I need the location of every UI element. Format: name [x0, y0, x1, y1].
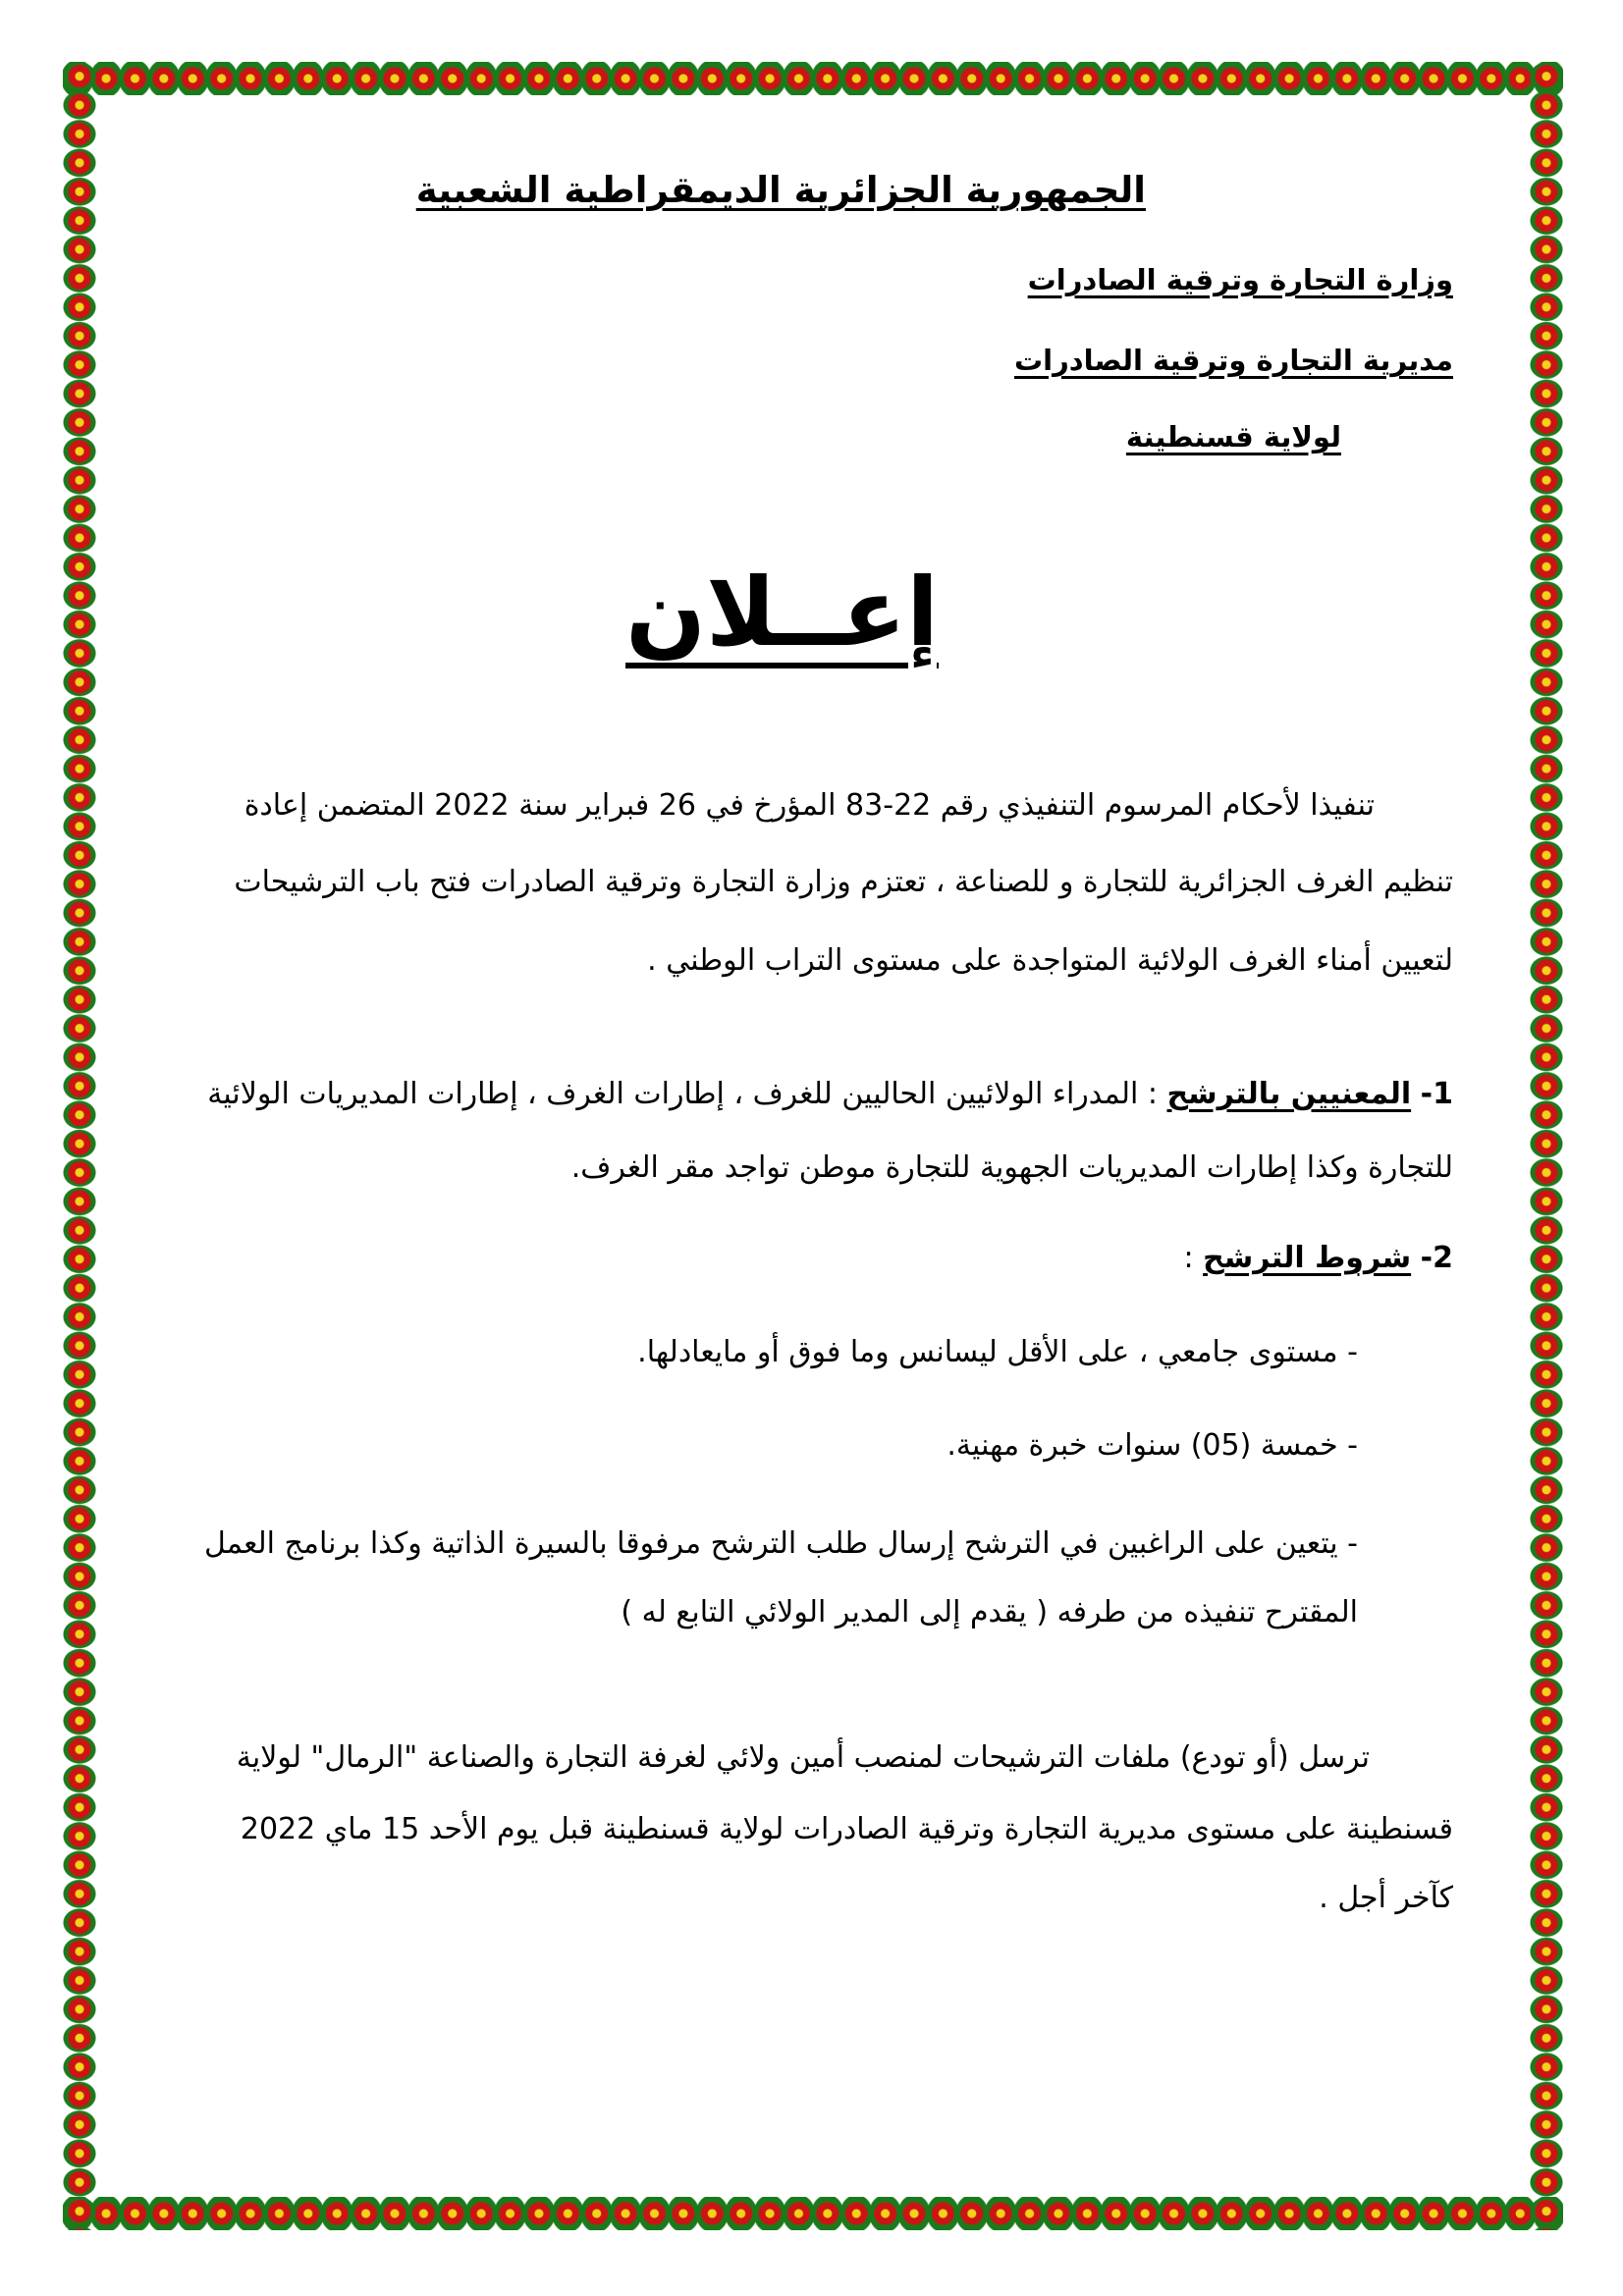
section1-number: 1- [1420, 1077, 1453, 1111]
condition-item: - يتعين على الراغبين في الترشح إرسال طلب الترشح مرفوقا بالسيرة الذاتية وكذا برنامج العمل [204, 1526, 1358, 1561]
closing-line: ترسل (أو تودع) ملفات الترشيحات لمنصب أمين ولائي لغرفة التجارة والصناعة "الرمال" لولاية [236, 1740, 1370, 1775]
flower-border-left [63, 62, 96, 2230]
section1-line2: للتجارة وكذا إطارات المديريات الجهوية للتجارة موطن تواجد مقر الغرف. [570, 1150, 1453, 1185]
ministry-heading: وزارة التجارة وترقية الصادرات [1027, 263, 1453, 296]
flower-border-right [1530, 62, 1563, 2230]
intro-line: تنظيم الغرف الجزائرية للتجارة و للصناعة ، تعتزم وزارة التجارة وترقية الصادرات فتح باب الترشيحات [234, 865, 1453, 899]
condition-item: - مستوى جامعي ، على الأقل ليسانس وما فوق أو مايعادلها. [637, 1335, 1358, 1369]
closing-line: قسنطينة على مستوى مديرية التجارة وترقية الصادرات لولاية قسنطينة قبل يوم الأحد 15 ماي 2022 [240, 1812, 1453, 1846]
section2-heading: شروط الترشح [1203, 1241, 1412, 1275]
section2-line [1183, 1241, 1453, 1275]
republic-heading: الجمهورية الجزائرية الديمقراطية الشعبية [415, 169, 1146, 211]
flower-border-bottom [63, 2197, 1563, 2230]
condition-item-continued: المقترح تنفيذه من طرفه ( يقدم إلى المدير الولائي التابع له ) [621, 1595, 1358, 1629]
directorate-heading: مديرية التجارة وترقية الصادرات [1014, 344, 1453, 377]
section1-heading: المعنيين بالترشح [1166, 1077, 1412, 1111]
intro-line: تنفيذا لأحكام المرسوم التنفيذي رقم 22-83 المؤرخ في 26 فبراير سنة 2022 المتضمن إعادة [243, 788, 1375, 823]
section1-line1 [207, 1077, 1453, 1111]
intro-line: لتعيين أمناء الغرف الولائية المتواجدة على مستوى التراب الوطني . [647, 943, 1453, 978]
section2-colon: : [1183, 1241, 1204, 1275]
wilaya-heading: لولاية قسنطينة [1125, 420, 1341, 454]
section1-text: : المدراء الولائيين الحاليين للغرف ، إطارات الغرف ، إطارات المديريات الولائية [207, 1077, 1167, 1111]
condition-item: - خمسة (05) سنوات خبرة مهنية. [947, 1428, 1358, 1463]
announcement-title: إعــلان [625, 558, 939, 667]
closing-line: كآخر أجل . [1319, 1881, 1453, 1915]
section2-number: 2- [1420, 1241, 1453, 1275]
flower-border-top [63, 62, 1563, 95]
